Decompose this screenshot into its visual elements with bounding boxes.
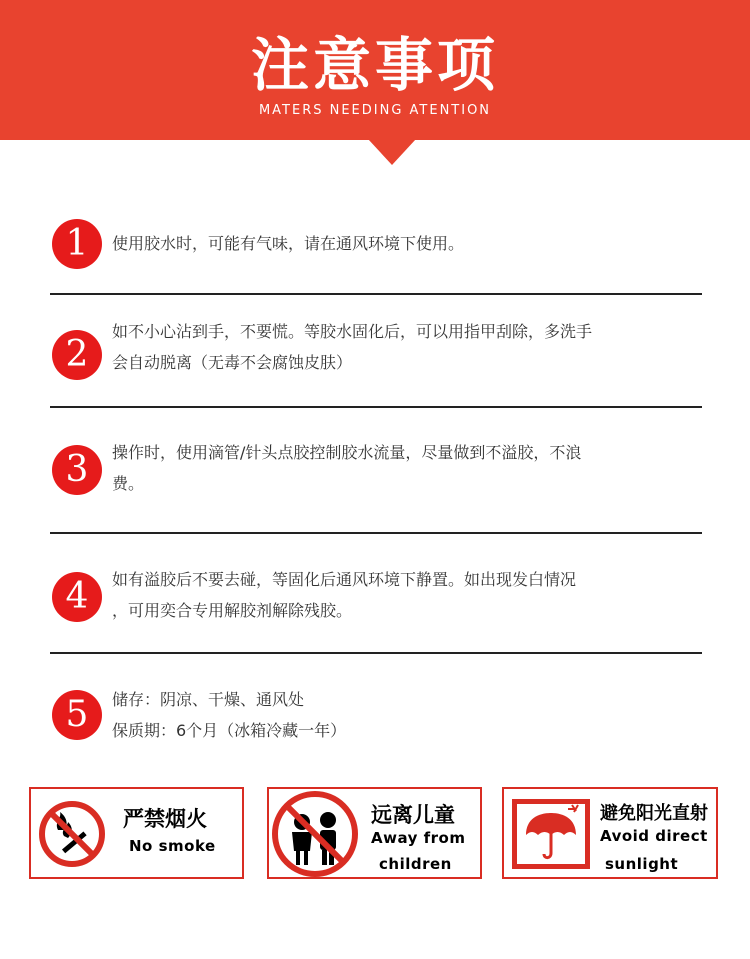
notice-item-1: [52, 219, 702, 269]
sign-cn-label: 避免阳光直射: [600, 803, 708, 824]
sign-en-label: Away from: [371, 829, 466, 847]
notice-text: [112, 437, 707, 499]
notice-line: 会自动脱离（无毒不会腐蚀皮肤）: [112, 353, 353, 372]
sign-en-label: sunlight: [605, 855, 679, 873]
sign-en-label: Avoid direct: [600, 827, 708, 845]
divider: [50, 293, 702, 295]
no-smoking-icon: [38, 800, 106, 868]
number-badge: 5: [52, 690, 102, 740]
divider: [50, 406, 702, 408]
sign-cn-label: 远离儿童: [371, 803, 455, 827]
notice-line: 使用胶水时，可能有气味，请在通风环境下使用。: [112, 234, 465, 253]
page-subtitle: MATERS NEEDING ATENTION: [258, 103, 492, 118]
notice-line: 如不小心沾到手，不要慌。等胶水固化后，可以用指甲刮除，多洗手: [112, 322, 593, 341]
divider: [50, 652, 702, 654]
notice-text: [112, 564, 707, 626]
number-badge: 4: [52, 572, 102, 622]
notice-text: [112, 316, 707, 378]
notice-line: 如有溢胶后不要去碰，等固化后通风环境下静置。如出现发白情况: [112, 570, 577, 589]
sign-cn-label: 严禁烟火: [123, 807, 207, 831]
header-banner: [0, 0, 750, 140]
notice-item-4: [52, 564, 702, 634]
number-badge: 3: [52, 445, 102, 495]
sign-avoid-sunlight: [502, 787, 718, 879]
sign-no-smoke: [29, 787, 244, 879]
notice-text: [112, 684, 707, 746]
umbrella-icon: [512, 799, 590, 869]
divider: [50, 532, 702, 534]
sign-en-label: No smoke: [129, 837, 216, 855]
page-title: 注意事项: [250, 31, 499, 99]
notice-line: ，可用奕合专用解胶剂解除残胶。: [112, 601, 353, 620]
notice-line: 费。: [112, 474, 145, 493]
number-badge: 1: [52, 219, 102, 269]
notice-line: 操作时，使用滴管/针头点胶控制胶水流量，尽量做到不溢胶，不浪: [112, 443, 582, 462]
notice-text: [112, 228, 707, 259]
sign-away-from-children: [267, 787, 482, 879]
no-children-icon: [270, 789, 360, 879]
sign-en-label: children: [379, 855, 452, 873]
notice-item-2: [52, 316, 702, 386]
number-badge: 2: [52, 330, 102, 380]
notice-line: 储存：阴凉、干燥、通风处: [112, 690, 305, 709]
header-pointer-icon: [368, 139, 416, 165]
notice-line: 保质期：6个月（冰箱冷藏一年）: [112, 721, 347, 740]
notice-item-5: [52, 684, 702, 754]
notice-item-3: [52, 437, 702, 507]
